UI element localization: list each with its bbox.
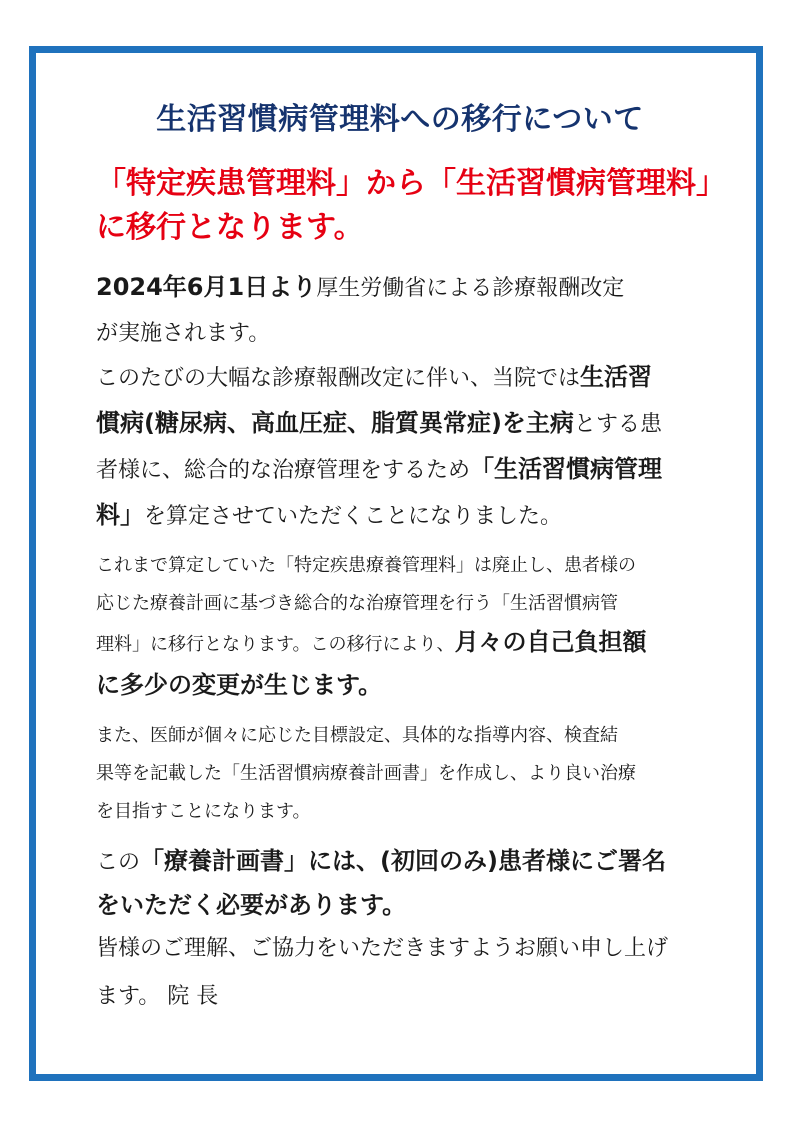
- effective-date: 2024年6月1日より: [96, 273, 317, 301]
- paragraph-closing: [96, 925, 688, 1021]
- para4-line-2: 果等を記載した「生活習慣病療養計画書」を作成し、より良い治療: [96, 763, 636, 784]
- para2-bold-3: 「生活習慣病管理: [470, 455, 663, 483]
- page-title: 生活習慣病管理料への移行について: [156, 102, 644, 137]
- para2-bold-4: 料」: [96, 501, 144, 529]
- headline-line-1: 「特定疾患管理料」から「生活習慣病管理料」: [96, 166, 726, 201]
- closing-line-1: 皆様のご理解、ご協力をいただきますようお願い申し上げ: [96, 936, 669, 961]
- para2-line-3: 者様に、総合的な治療管理をするため: [96, 458, 471, 483]
- paragraph-effective-date: [96, 265, 624, 356]
- para2-line-2: とする患: [573, 412, 662, 437]
- para3-line-2: 応じた療養計画に基づき総合的な治療管理を行う「生活習慣病管: [96, 593, 618, 614]
- para3-bold-1: 月々の自己負担額: [454, 628, 647, 656]
- para1-line-2: が実施されます。: [96, 321, 271, 346]
- para3-line-1: これまで算定していた「特定疾患療養管理料」は廃止し、患者様の: [96, 555, 636, 576]
- headline: [96, 162, 726, 250]
- para2-line-4: を算定させていただくことになりました。: [144, 504, 563, 529]
- paragraph-care-plan: [96, 717, 636, 831]
- paragraph-revision: [96, 355, 662, 539]
- para4-line-1: また、医師が個々に応じた目標設定、具体的な指導内容、検査結: [96, 725, 618, 746]
- para2-bold-1: 生活習: [580, 363, 653, 391]
- signature: 院 長: [167, 984, 219, 1009]
- para2-line-1: このたびの大幅な診療報酬改定に伴い、当院では: [96, 366, 581, 391]
- para2-bold-2: 慣病(糖尿病、高血圧症、脂質異常症)を主病: [96, 409, 574, 437]
- para5-line-1: この: [96, 850, 141, 875]
- headline-line-2: に移行となります。: [96, 210, 364, 245]
- para4-line-3: を目指すことになります。: [96, 801, 311, 822]
- para5-bold-1: 「療養計画書」には、(初回のみ)患者様にご署名: [140, 847, 666, 875]
- para3-line-3: 理料」に移行となります。この移行により、: [96, 634, 455, 655]
- para3-bold-2: に多少の変更が生じます。: [96, 671, 383, 699]
- para1-text: 厚生労働省による診療報酬改定: [316, 276, 625, 301]
- closing-line-2: ます。: [96, 984, 161, 1009]
- paragraph-signature-required: [96, 840, 666, 927]
- paragraph-transition: [96, 547, 647, 706]
- para5-bold-2: をいただく必要があります。: [96, 891, 407, 919]
